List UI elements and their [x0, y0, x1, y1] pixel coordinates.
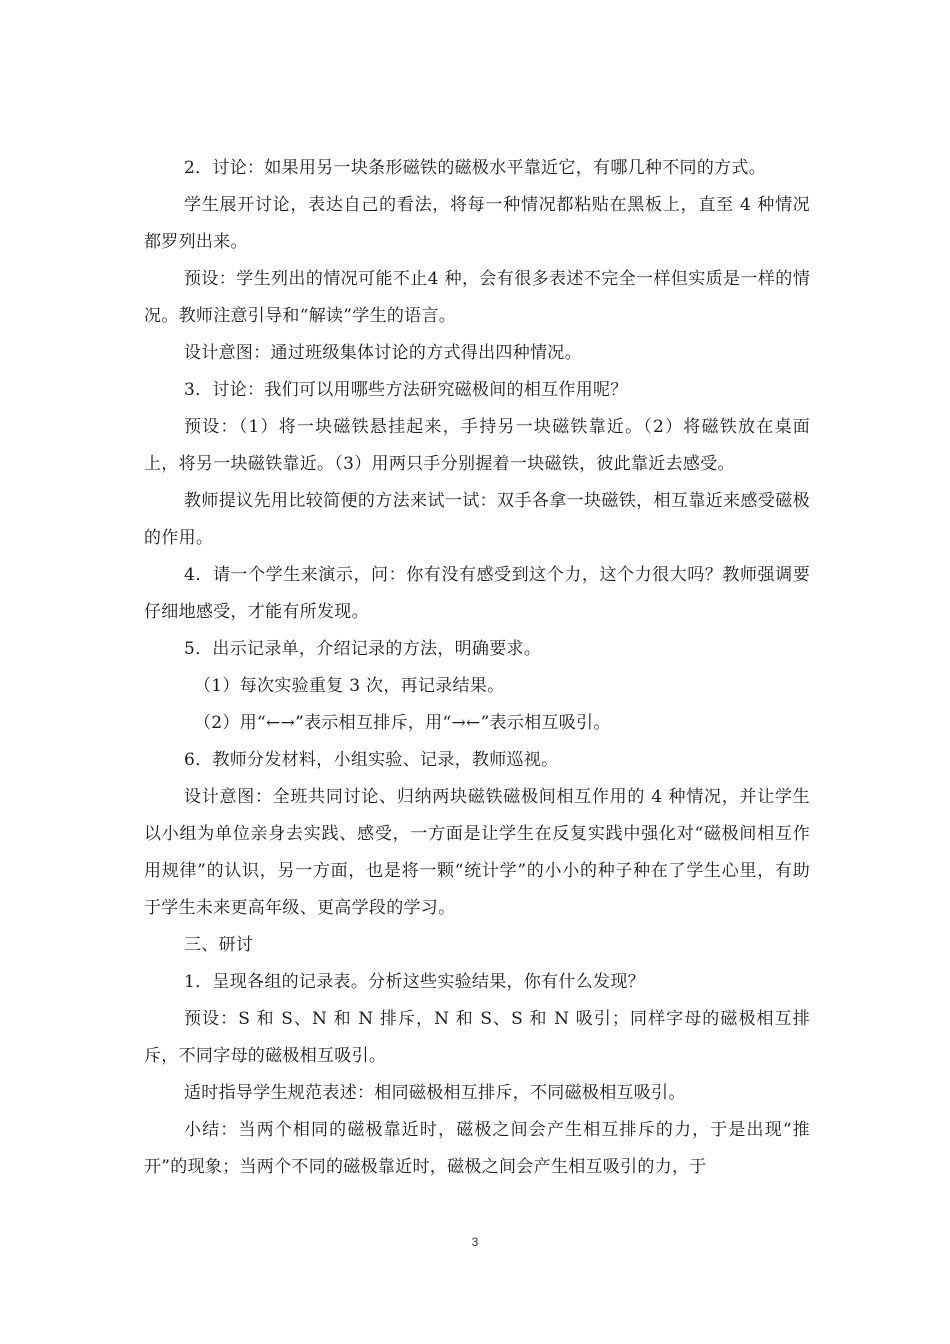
paragraph-summary: 小结：当两个相同的磁极靠近时，磁极之间会产生相互排斥的力，于是出现“推开”的现象；当两个不同的磁极靠近时，磁极之间会产生相互吸引的力，于 [144, 1120, 810, 1177]
paragraph-step-6: 6．教师分发材料，小组实验、记录，教师巡视。 [184, 750, 559, 770]
paragraph-teacher-suggestion: 教师提议先用比较简便的方法来试一试：双手各拿一块磁铁，相互靠近来感受磁极的作用。 [144, 491, 810, 548]
paragraph-preset-3: 预设：S 和 S、N 和 N 排斥，N 和 S、S 和 N 吸引；同样字母的磁极相互排斥，不同字母的磁极相互吸引。 [144, 1009, 810, 1066]
paragraph-requirement-2: （2）用“←→”表示相互排斥，用“→←”表示相互吸引。 [194, 713, 611, 733]
paragraph-discussion-2: 2．讨论：如果用另一块条形磁铁的磁极水平靠近它，有哪几种不同的方式。 [184, 158, 767, 178]
paragraph-design-intent-2: 设计意图：全班共同讨论、归纳两块磁铁磁极间相互作用的 4 种情况，并让学生以小组为单位亲身去实践、感受，一方面是让学生在反复实践中强化对“磁极间相互作用规律”的认识，另一方面，也是将一颗“统计学”的小小的种子种在了学生心里，有助于学生未来更高年级、更高学段的学习。 [144, 787, 810, 918]
paragraph-step-5: 5．出示记录单，介绍记录的方法，明确要求。 [184, 639, 542, 659]
page-number: 3 [471, 1235, 479, 1249]
paragraph-step-4: 4．请一个学生来演示，问：你有没有感受到这个力，这个力很大吗？教师强调要仔细地感受，才能有所发现。 [144, 565, 810, 622]
paragraph-student-discussion: 学生展开讨论，表达自己的看法，将每一种情况都粘贴在黑板上，直至 4 种情况都罗列出来。 [144, 195, 810, 252]
paragraph-preset-1: 预设：学生列出的情况可能不止4 种，会有很多表述不完全一样但实质是一样的情况。教师注意引导和“解读”学生的语言。 [144, 269, 810, 326]
paragraph-discussion-step-1: 1．呈现各组的记录表。分析这些实验结果，你有什么发现？ [184, 972, 645, 992]
paragraph-guidance: 适时指导学生规范表述：相同磁极相互排斥，不同磁极相互吸引。 [184, 1083, 686, 1103]
paragraph-discussion-3: 3．讨论：我们可以用哪些方法研究磁极间的相互作用呢？ [184, 380, 628, 400]
section-heading-discussion: 三、研讨 [184, 935, 254, 955]
paragraph-requirement-1: （1）每次实验重复 3 次，再记录结果。 [194, 676, 505, 696]
paragraph-design-intent-1: 设计意图：通过班级集体讨论的方式得出四种情况。 [184, 343, 582, 363]
paragraph-preset-2: 预设：（1）将一块磁铁悬挂起来，手持另一块磁铁靠近。（2）将磁铁放在桌面上，将另一块磁铁靠近。（3）用两只手分别握着一块磁铁，彼此靠近去感受。 [144, 417, 810, 474]
document-body [144, 150, 810, 1186]
